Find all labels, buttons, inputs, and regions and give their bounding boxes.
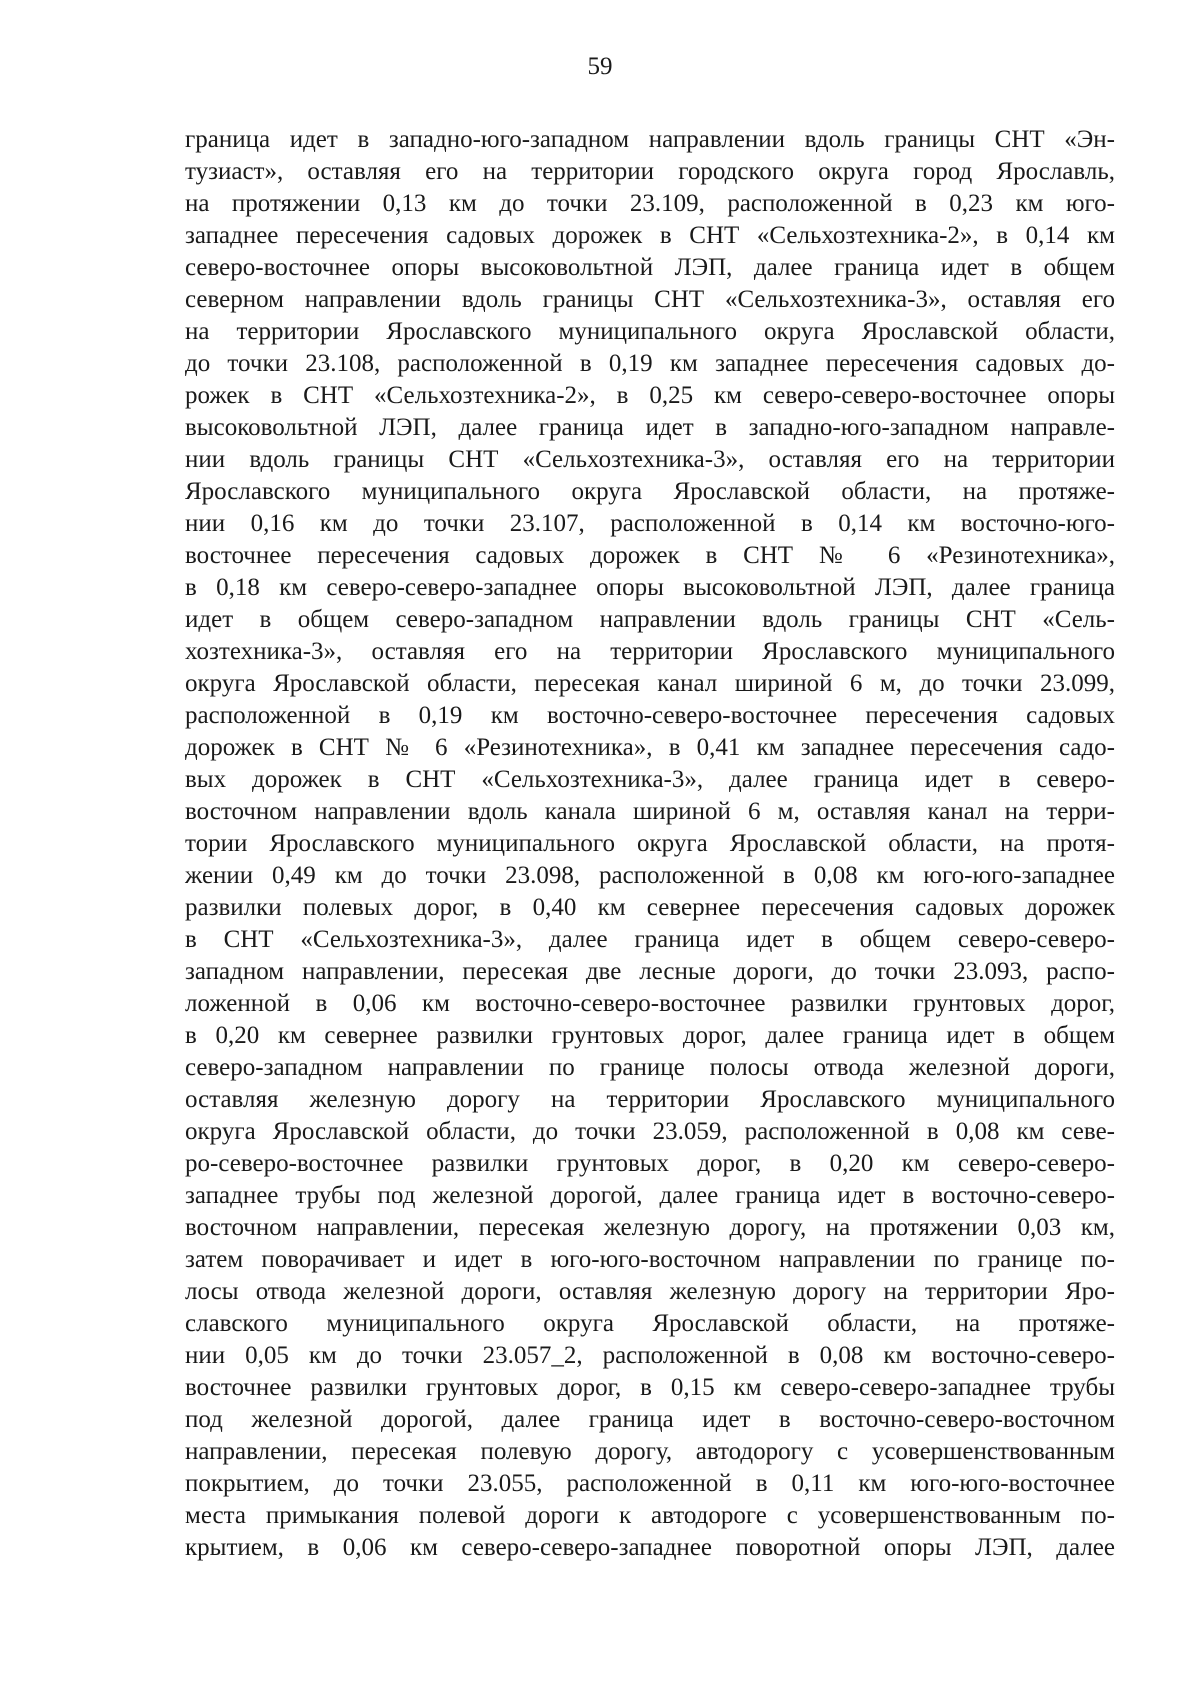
text-line: западнее трубы под железной дорогой, далее граница идет в восточно-северо- bbox=[185, 1182, 1115, 1209]
text-line: западном направлении, пересекая две лесные дороги, до точки 23.093, распо- bbox=[185, 958, 1115, 985]
text-line: нии 0,16 км до точки 23.107, расположенной в 0,14 км восточно-юго- bbox=[185, 510, 1115, 537]
text-line: северном направлении вдоль границы СНТ «Сельхозтехника-3», оставляя его bbox=[185, 286, 1115, 313]
text-line: высоковольтной ЛЭП, далее граница идет в западно-юго-западном направле- bbox=[185, 414, 1115, 441]
text-line: восточнее пересечения садовых дорожек в СНТ № 6 «Резинотехника», bbox=[185, 542, 1115, 569]
text-line: расположенной в 0,19 км восточно-северо-восточнее пересечения садовых bbox=[185, 702, 1115, 729]
text-line: восточном направлении вдоль канала шириной 6 м, оставляя канал на терри- bbox=[185, 798, 1115, 825]
text-line: в 0,20 км севернее развилки грунтовых дорог, далее граница идет в общем bbox=[185, 1022, 1115, 1049]
text-line: затем поворачивает и идет в юго-юго-восточном направлении по границе по- bbox=[185, 1246, 1115, 1273]
text-line: округа Ярославской области, пересекая канал шириной 6 м, до точки 23.099, bbox=[185, 670, 1115, 697]
text-line: тории Ярославского муниципального округа Ярославской области, на протя- bbox=[185, 830, 1115, 857]
text-line: жении 0,49 км до точки 23.098, расположенной в 0,08 км юго-юго-западнее bbox=[185, 862, 1115, 889]
text-line: лосы отвода железной дороги, оставляя железную дорогу на территории Яро- bbox=[185, 1278, 1115, 1305]
text-line: хозтехника-3», оставляя его на территории Ярославского муниципального bbox=[185, 638, 1115, 665]
text-line: западнее пересечения садовых дорожек в СНТ «Сельхозтехника-2», в 0,14 км bbox=[185, 222, 1115, 249]
text-line: под железной дорогой, далее граница идет в восточно-северо-восточном bbox=[185, 1406, 1115, 1433]
text-line: ро-северо-восточнее развилки грунтовых дорог, в 0,20 км северо-северо- bbox=[185, 1150, 1115, 1177]
text-line: оставляя железную дорогу на территории Ярославского муниципального bbox=[185, 1086, 1115, 1113]
text-line: округа Ярославской области, до точки 23.059, расположенной в 0,08 км севе- bbox=[185, 1118, 1115, 1145]
text-line: идет в общем северо-западном направлении вдоль границы СНТ «Сель- bbox=[185, 606, 1115, 633]
text-line: покрытием, до точки 23.055, расположенной в 0,11 км юго-юго-восточнее bbox=[185, 1470, 1115, 1497]
text-line: граница идет в западно-юго-западном направлении вдоль границы СНТ «Эн- bbox=[185, 126, 1115, 153]
text-line: рожек в СНТ «Сельхозтехника-2», в 0,25 км северо-северо-восточнее опоры bbox=[185, 382, 1115, 409]
text-line: ложенной в 0,06 км восточно-северо-восточнее развилки грунтовых дорог, bbox=[185, 990, 1115, 1017]
text-line: крытием, в 0,06 км северо-северо-западнее поворотной опоры ЛЭП, далее bbox=[185, 1534, 1115, 1561]
text-line: до точки 23.108, расположенной в 0,19 км западнее пересечения садовых до- bbox=[185, 350, 1115, 377]
text-line: тузиаст», оставляя его на территории городского округа город Ярославль, bbox=[185, 158, 1115, 185]
text-line: в 0,18 км северо-северо-западнее опоры высоковольтной ЛЭП, далее граница bbox=[185, 574, 1115, 601]
text-line: в СНТ «Сельхозтехника-3», далее граница идет в общем северо-северо- bbox=[185, 926, 1115, 953]
text-line: восточном направлении, пересекая железную дорогу, на протяжении 0,03 км, bbox=[185, 1214, 1115, 1241]
text-line: вых дорожек в СНТ «Сельхозтехника-3», далее граница идет в северо- bbox=[185, 766, 1115, 793]
text-line: славского муниципального округа Ярославской области, на протяже- bbox=[185, 1310, 1115, 1337]
text-line: северо-западном направлении по границе полосы отвода железной дороги, bbox=[185, 1054, 1115, 1081]
text-line: Ярославского муниципального округа Ярославской области, на протяже- bbox=[185, 478, 1115, 505]
text-line: на протяжении 0,13 км до точки 23.109, расположенной в 0,23 км юго- bbox=[185, 190, 1115, 217]
text-line: дорожек в СНТ № 6 «Резинотехника», в 0,41 км западнее пересечения садо- bbox=[185, 734, 1115, 761]
text-line: на территории Ярославского муниципального округа Ярославской области, bbox=[185, 318, 1115, 345]
text-line: северо-восточнее опоры высоковольтной ЛЭП, далее граница идет в общем bbox=[185, 254, 1115, 281]
text-line: нии вдоль границы СНТ «Сельхозтехника-3», оставляя его на территории bbox=[185, 446, 1115, 473]
text-line: развилки полевых дорог, в 0,40 км севернее пересечения садовых дорожек bbox=[185, 894, 1115, 921]
text-line: нии 0,05 км до точки 23.057_2, расположенной в 0,08 км восточно-северо- bbox=[185, 1342, 1115, 1369]
text-line: восточнее развилки грунтовых дорог, в 0,15 км северо-северо-западнее трубы bbox=[185, 1374, 1115, 1401]
text-line: направлении, пересекая полевую дорогу, автодорогу с усовершенствованным bbox=[185, 1438, 1115, 1465]
text-line: места примыкания полевой дороги к автодороге с усовершенствованным по- bbox=[185, 1502, 1115, 1529]
body-text bbox=[185, 124, 1115, 1564]
page-number: 59 bbox=[587, 53, 613, 80]
